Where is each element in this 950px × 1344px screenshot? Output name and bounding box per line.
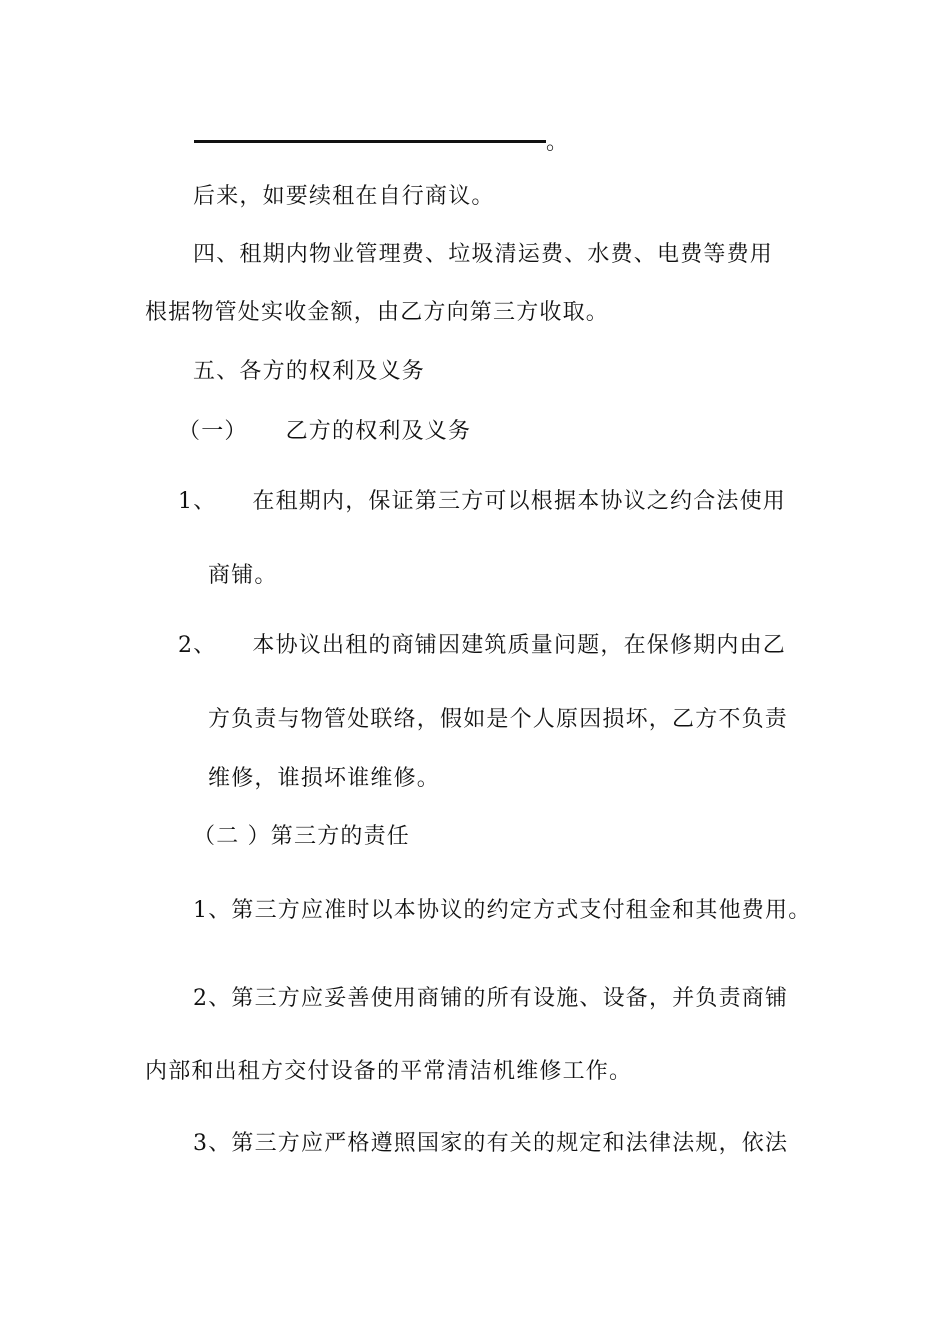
paragraph-renewal: 后来，如要续租在自行商议。	[193, 184, 495, 209]
blank-fill-line	[194, 128, 568, 158]
heading-clause-five: 五、各方的权利及义务	[193, 359, 426, 384]
list-item-b2-cont2: 维修，谁损坏谁维修。	[208, 766, 441, 791]
subheading-party-b	[178, 417, 471, 447]
list-item-b1	[178, 487, 786, 517]
paragraph-clause-four: 四、租期内物业管理费、垃圾清运费、水费、电费等费用	[193, 242, 774, 267]
list-item-text: 在租期内，保证第三方可以根据本协议之约合法使用	[252, 489, 787, 514]
list-item-number: 1、	[178, 489, 217, 514]
list-item-c2-cont: 内部和出租方交付设备的平常清洁机维修工作。	[145, 1059, 633, 1084]
list-item-b2	[178, 631, 786, 661]
blank-underline	[194, 140, 546, 143]
list-item-c3: 3、第三方应严格遵照国家的有关的规定和法律法规，依法	[193, 1131, 789, 1156]
paragraph-clause-four-cont: 根据物管处实收金额，由乙方向第三方收取。	[145, 300, 610, 325]
list-item-number: 2、	[178, 633, 217, 658]
list-item-c2: 2、第三方应妥善使用商铺的所有设施、设备，并负责商铺	[193, 986, 789, 1011]
list-item-text: 本协议出租的商铺因建筑质量问题，在保修期内由乙	[252, 633, 787, 658]
list-item-b1-cont: 商铺。	[208, 563, 278, 588]
list-item-b2-cont1: 方负责与物管处联络，假如是个人原因损坏，乙方不负责	[208, 707, 789, 732]
blank-line-period: 。	[546, 130, 569, 155]
subheading-number: （一）	[178, 419, 248, 444]
subheading-third-party: （二 ）第三方的责任	[193, 824, 410, 849]
subheading-text: 乙方的权利及义务	[285, 419, 472, 444]
list-item-c1: 1、第三方应准时以本协议的约定方式支付租金和其他费用。	[193, 898, 812, 923]
